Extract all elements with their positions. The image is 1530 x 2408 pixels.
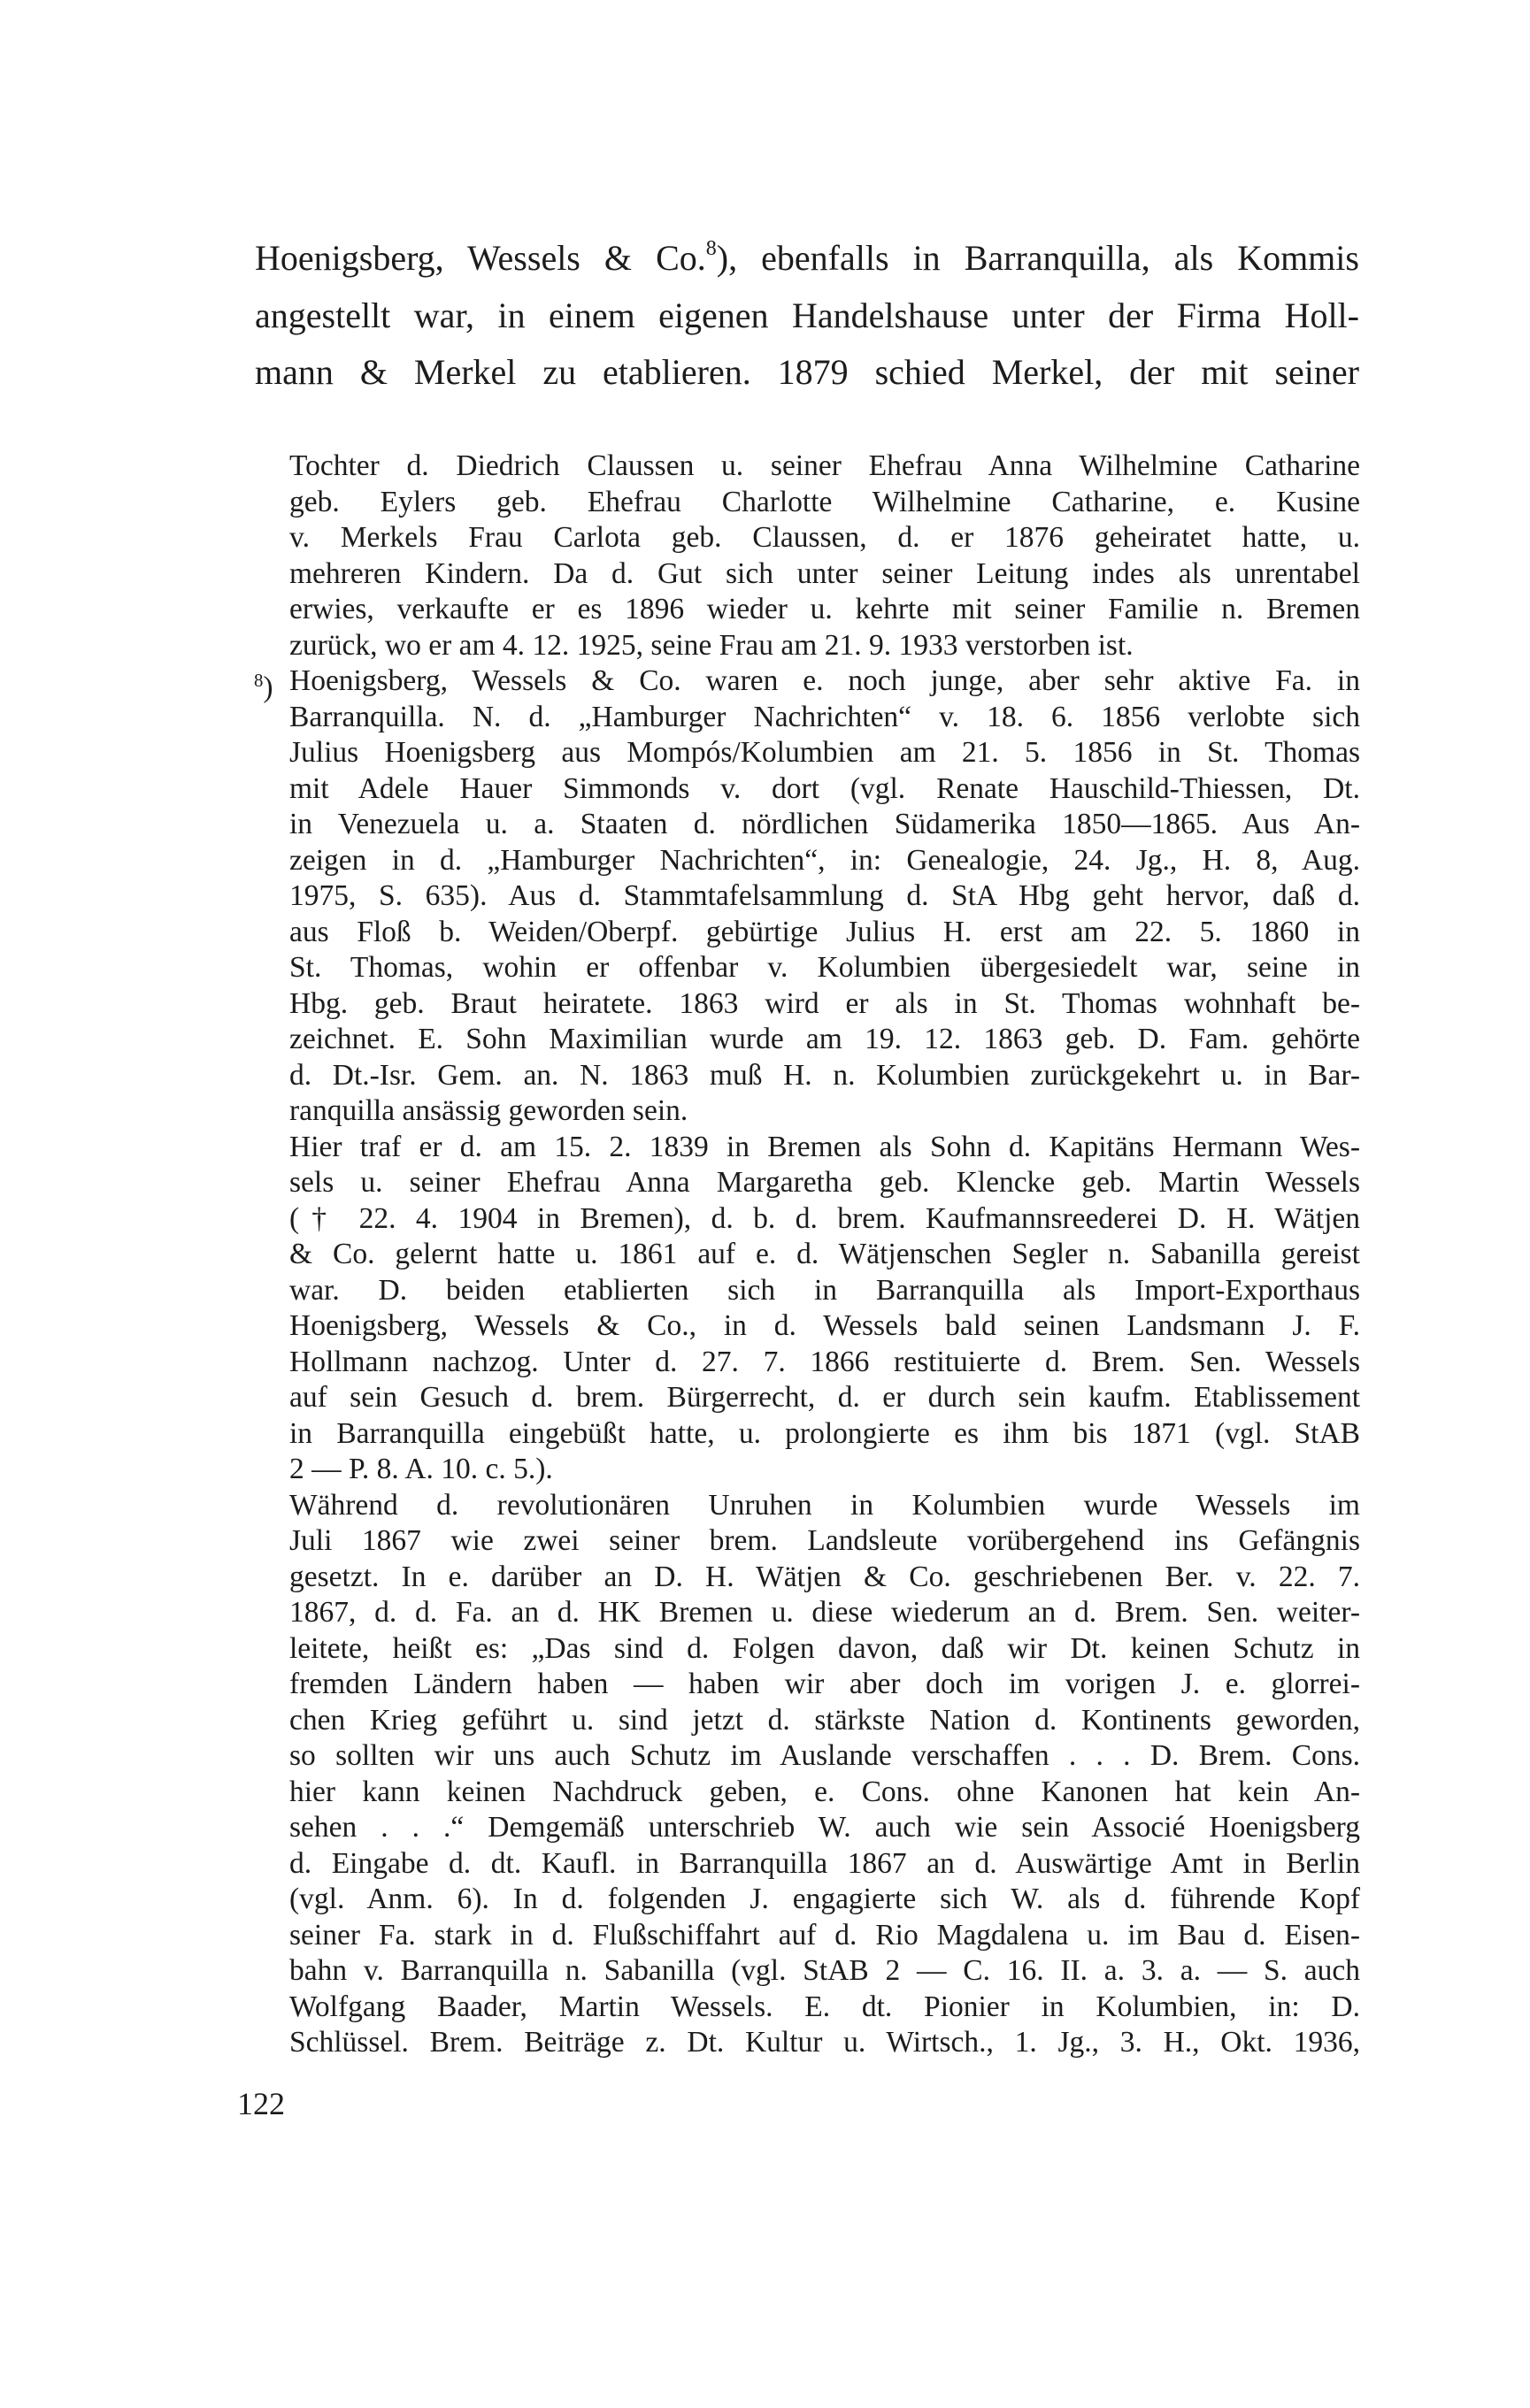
footnote-line: Wolfgang Baader, Martin Wessels. E. dt. Pionier in Kolumbien, in: D. bbox=[289, 1990, 1360, 2023]
footnote-line: geb. Eylers geb. Ehefrau Charlotte Wilhelmine Catharine, e. Kusine bbox=[289, 485, 1360, 518]
footnote-line: Julius Hoenigsberg aus Mompós/Kolumbien am 21. 5. 1856 in St. Thomas bbox=[289, 736, 1360, 769]
footnote-line: fremden Ländern haben — haben wir aber doch im vorigen J. e. glorrei- bbox=[289, 1668, 1360, 1700]
footnote-line: (vgl. Anm. 6). In d. folgenden J. engagierte sich W. als d. führende Kopf bbox=[289, 1883, 1360, 1915]
footnote-reference: 8 bbox=[705, 237, 717, 261]
footnote-line: St. Thomas, wohin er offenbar v. Kolumbien übergesiedelt war, seine in bbox=[289, 951, 1360, 984]
footnote-line: ranquilla ansässig geworden sein. bbox=[289, 1094, 688, 1127]
footnote-line: Hoenigsberg, Wessels & Co., in d. Wessels bald seinen Landsmann J. F. bbox=[289, 1309, 1360, 1342]
footnote-line: war. D. beiden etablierten sich in Barranquilla als Import-Exporthaus bbox=[289, 1273, 1360, 1307]
footnote-line: chen Krieg geführt u. sind jetzt d. stärkste Nation d. Kontinents geworden, bbox=[289, 1703, 1360, 1737]
footnote-line: zeigen in d. „Hamburger Nachrichten“, in: Genealogie, 24. Jg., H. 8, Aug. bbox=[289, 843, 1360, 877]
footnote-line: Schlüssel. Brem. Beiträge z. Dt. Kultur u. Wirtsch., 1. Jg., 3. H., Okt. 1936, bbox=[289, 2026, 1360, 2059]
footnote-line: seiner Fa. stark in d. Flußschiffahrt auf d. Rio Magdalena u. im Bau d. Eisen- bbox=[289, 1918, 1360, 1952]
footnote-line: 1975, S. 635). Aus d. Stammtafelsammlung d. StA Hbg geht hervor, daß d. bbox=[289, 879, 1360, 912]
page-number: 122 bbox=[237, 2086, 285, 2121]
footnote-line: mehreren Kindern. Da d. Gut sich unter seiner Leitung indes als unrentabel bbox=[289, 556, 1360, 590]
footnote-line: Hollmann nachzog. Unter d. 27. 7. 1866 restituierte d. Brem. Sen. Wessels bbox=[289, 1345, 1360, 1378]
text-line: mann & Merkel zu etablieren. 1879 schied Merkel, der mit seiner bbox=[255, 352, 1359, 392]
footnote-line: so sollten wir uns auch Schutz im Auslande verschaffen . . . D. Brem. Cons. bbox=[289, 1739, 1360, 1772]
footnote-line: Hbg. geb. Braut heiratete. 1863 wird er als in St. Thomas wohnhaft be- bbox=[289, 986, 1360, 1020]
footnote-line: Hier traf er d. am 15. 2. 1839 in Bremen als Sohn d. Kapitäns Hermann Wes- bbox=[289, 1130, 1360, 1163]
footnotes bbox=[254, 449, 1360, 2061]
footnote-line: erwies, verkaufte er es 1896 wieder u. kehrte mit seiner Familie n. Bremen bbox=[289, 593, 1360, 625]
footnote-line: Während d. revolutionären Unruhen in Kolumbien wurde Wessels im bbox=[289, 1488, 1360, 1522]
footnote-line: bahn v. Barranquilla n. Sabanilla (vgl. StAB 2 — C. 16. II. a. 3. a. — S. auch bbox=[289, 1954, 1360, 1987]
text-line: angestellt war, in einem eigenen Handelshause unter der Firma Holl- bbox=[255, 295, 1359, 335]
footnote-marker: $^8$) bbox=[254, 671, 273, 704]
footnote-8 bbox=[254, 663, 1360, 2061]
footnote-line: leitete, heißt es: „Das sind d. Folgen davon, daß wir Dt. keinen Schutz in bbox=[289, 1631, 1360, 1665]
footnote-line: & Co. gelernt hatte u. 1861 auf e. d. Wätjenschen Segler n. Sabanilla gereist bbox=[289, 1238, 1360, 1270]
footnote-line: auf sein Gesuch d. brem. Bürgerrecht, d. er durch sein kaufm. Etablissement bbox=[289, 1381, 1360, 1414]
footnote-line: 2 — P. 8. A. 10. c. 5.). bbox=[289, 1453, 553, 1485]
footnote-line: sehen . . .“ Demgemäß unterschrieb W. auch wie sein Associé Hoenigsberg bbox=[289, 1811, 1360, 1844]
footnote-line: in Venezuela u. a. Staaten d. nördlichen Südamerika 1850—1865. Aus An- bbox=[289, 808, 1360, 840]
footnote-line: Barranquilla. N. d. „Hamburger Nachrichten“ v. 18. 6. 1856 verlobte sich bbox=[289, 700, 1360, 733]
main-text bbox=[255, 230, 1359, 402]
footnote-line: gesetzt. In e. darüber an D. H. Wätjen & Co. geschriebenen Ber. v. 22. 7. bbox=[289, 1560, 1360, 1593]
footnote-line: hier kann keinen Nachdruck geben, e. Cons. ohne Kanonen hat kein An- bbox=[289, 1775, 1360, 1808]
footnote-line: Juli 1867 wie zwei seiner brem. Landsleute vorübergehend ins Gefängnis bbox=[289, 1524, 1360, 1557]
footnote-line: d. Dt.-Isr. Gem. an. N. 1863 muß H. n. Kolumbien zurückgekehrt u. in Bar- bbox=[289, 1058, 1360, 1092]
footnote-line: mit Adele Hauer Simmonds v. dort (vgl. Renate Hauschild-Thiessen, Dt. bbox=[289, 771, 1360, 805]
footnote-line: v. Merkels Frau Carlota geb. Claussen, d. er 1876 geheiratet hatte, u. bbox=[289, 521, 1360, 554]
footnote-continuation bbox=[289, 449, 1360, 663]
footnote-line: zurück, wo er am 4. 12. 1925, seine Frau am 21. 9. 1933 verstorben ist. bbox=[289, 628, 1134, 662]
footnote-line: aus Floß b. Weiden/Oberpf. gebürtige Julius H. erst am 22. 5. 1860 in bbox=[289, 915, 1360, 948]
footnote-line: zeichnet. E. Sohn Maximilian wurde am 19. 12. 1863 geb. D. Fam. gehörte bbox=[289, 1023, 1360, 1055]
footnote-line: († 22. 4. 1904 in Bremen), d. b. d. brem. Kaufmannsreederei D. H. Wätjen bbox=[289, 1201, 1360, 1235]
footnote-line: sels u. seiner Ehefrau Anna Margaretha geb. Klencke geb. Martin Wessels bbox=[289, 1166, 1360, 1199]
footnote-line: d. Eingabe d. dt. Kaufl. in Barranquilla 1867 an d. Auswärtige Amt in Berlin bbox=[289, 1846, 1360, 1880]
text-line: Hoenigsberg, Wessels & Co.$^8$), ebenfalls in Barranquilla, als Kommis bbox=[255, 237, 1359, 278]
footnote-line: 1867, d. d. Fa. an d. HK Bremen u. diese wiederum an d. Brem. Sen. weiter- bbox=[289, 1596, 1360, 1629]
footnote-line: Hoenigsberg, Wessels & Co. waren e. noch junge, aber sehr aktive Fa. in bbox=[289, 664, 1360, 697]
footnote-line: Tochter d. Diedrich Claussen u. seiner Ehefrau Anna Wilhelmine Catharine bbox=[289, 449, 1360, 482]
footnote-line: in Barranquilla eingebüßt hatte, u. prolongierte es ihm bis 1871 (vgl. StAB bbox=[289, 1416, 1360, 1450]
